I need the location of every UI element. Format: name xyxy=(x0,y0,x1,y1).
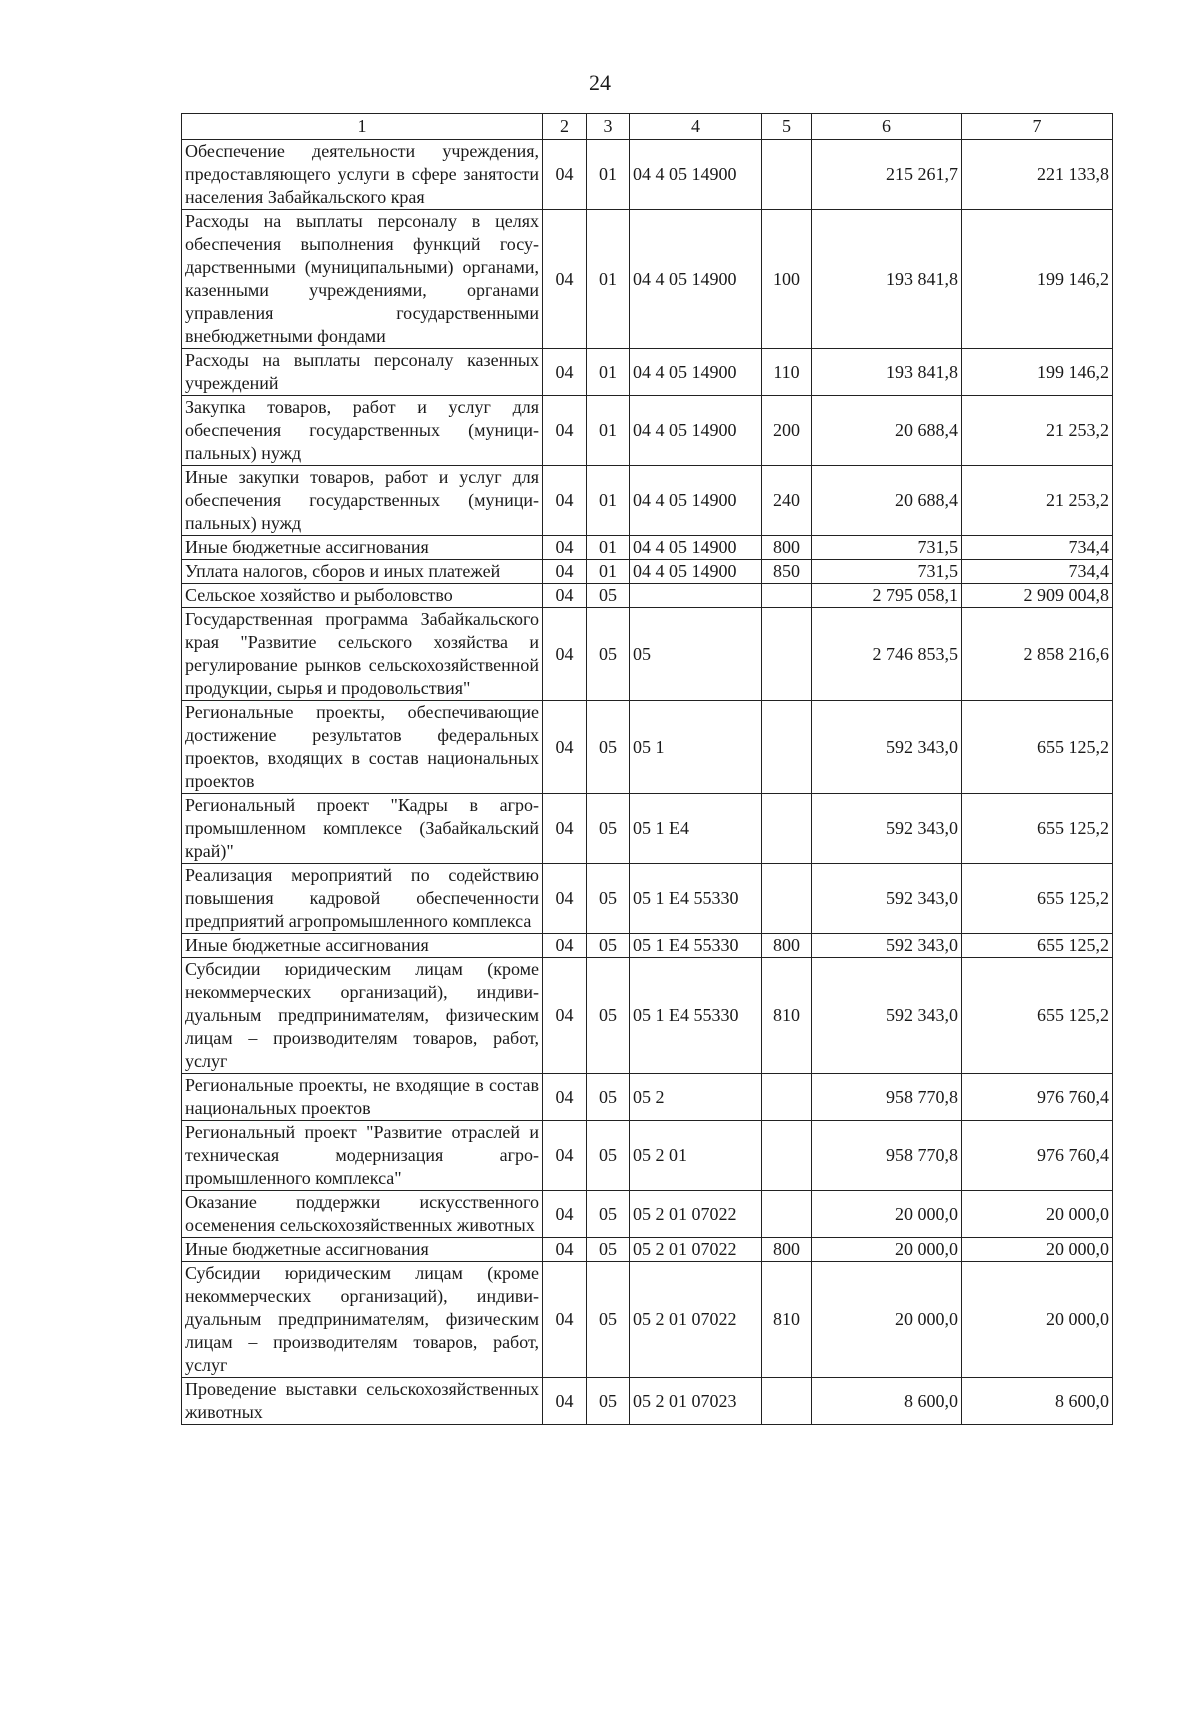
amount-col6: 20 000,0 xyxy=(812,1262,962,1378)
row-name: Сельское хозяйство и рыболовство xyxy=(182,584,543,608)
table-row xyxy=(182,536,1113,560)
target-article-code: 04 4 05 14900 xyxy=(630,140,762,210)
expense-type-code xyxy=(762,1074,812,1121)
expense-type-code: 800 xyxy=(762,1238,812,1262)
column-header: 1 xyxy=(182,114,543,140)
expense-type-code xyxy=(762,794,812,864)
section-code: 04 xyxy=(543,1378,587,1425)
section-code: 04 xyxy=(543,210,587,349)
section-code: 04 xyxy=(543,1121,587,1191)
table-row xyxy=(182,608,1113,701)
target-article-code: 04 4 05 14900 xyxy=(630,210,762,349)
table-row xyxy=(182,1121,1113,1191)
expense-type-code: 200 xyxy=(762,396,812,466)
table-row xyxy=(182,396,1113,466)
row-name: Реализация мероприятий по содействию повышения кадровой обеспеченности предприятий агропромышленного комплекса xyxy=(182,864,543,934)
column-header: 6 xyxy=(812,114,962,140)
section-code: 04 xyxy=(543,864,587,934)
expense-type-code: 100 xyxy=(762,210,812,349)
target-article-code: 05 2 01 07022 xyxy=(630,1238,762,1262)
target-article-code: 05 2 01 xyxy=(630,1121,762,1191)
table-row xyxy=(182,1262,1113,1378)
target-article-code: 05 2 01 07022 xyxy=(630,1191,762,1238)
expense-type-code: 800 xyxy=(762,934,812,958)
row-name: Уплата налогов, сборов и иных платежей xyxy=(182,560,543,584)
subsection-code: 05 xyxy=(587,1121,630,1191)
amount-col7: 21 253,2 xyxy=(962,396,1113,466)
amount-col7: 21 253,2 xyxy=(962,466,1113,536)
subsection-code: 05 xyxy=(587,1191,630,1238)
table-row xyxy=(182,1074,1113,1121)
amount-col7: 976 760,4 xyxy=(962,1074,1113,1121)
amount-col6: 2 746 853,5 xyxy=(812,608,962,701)
row-name: Региональные проекты, обеспечивающие достижение результатов федеральных проектов, входящих в состав национальных проектов xyxy=(182,701,543,794)
amount-col6: 20 688,4 xyxy=(812,396,962,466)
target-article-code: 05 1 E4 55330 xyxy=(630,864,762,934)
row-name: Субсидии юридическим лицам (кроме некоммерческих организаций), индивидуальным предпринимателям, физическим лицам – производителям товаров, работ, услуг xyxy=(182,1262,543,1378)
subsection-code: 05 xyxy=(587,1238,630,1262)
expense-type-code: 810 xyxy=(762,1262,812,1378)
subsection-code: 05 xyxy=(587,958,630,1074)
amount-col6: 193 841,8 xyxy=(812,349,962,396)
subsection-code: 05 xyxy=(587,584,630,608)
amount-col7: 655 125,2 xyxy=(962,958,1113,1074)
section-code: 04 xyxy=(543,934,587,958)
amount-col6: 2 795 058,1 xyxy=(812,584,962,608)
section-code: 04 xyxy=(543,794,587,864)
amount-col7: 199 146,2 xyxy=(962,210,1113,349)
target-article-code: 05 xyxy=(630,608,762,701)
amount-col6: 592 343,0 xyxy=(812,864,962,934)
row-name: Региональный проект "Кадры в агропромышленном комплексе (Забайкальский край)" xyxy=(182,794,543,864)
subsection-code: 01 xyxy=(587,140,630,210)
expense-type-code xyxy=(762,1191,812,1238)
table-header-row xyxy=(182,114,1113,140)
section-code: 04 xyxy=(543,584,587,608)
row-name: Расходы на выплаты персоналу в целях обеспечения выполнения функций государственными (муниципальными) органами, казенными учреждениями, органами управления государственными внебюджетными фондами xyxy=(182,210,543,349)
subsection-code: 05 xyxy=(587,934,630,958)
amount-col6: 193 841,8 xyxy=(812,210,962,349)
amount-col7: 655 125,2 xyxy=(962,794,1113,864)
table-row xyxy=(182,466,1113,536)
subsection-code: 05 xyxy=(587,794,630,864)
amount-col6: 592 343,0 xyxy=(812,958,962,1074)
target-article-code: 04 4 05 14900 xyxy=(630,349,762,396)
table-row xyxy=(182,349,1113,396)
amount-col6: 20 000,0 xyxy=(812,1238,962,1262)
subsection-code: 01 xyxy=(587,466,630,536)
amount-col6: 958 770,8 xyxy=(812,1121,962,1191)
expense-type-code xyxy=(762,864,812,934)
target-article-code: 04 4 05 14900 xyxy=(630,396,762,466)
table-row xyxy=(182,584,1113,608)
section-code: 04 xyxy=(543,349,587,396)
target-article-code: 05 1 xyxy=(630,701,762,794)
expense-type-code xyxy=(762,1378,812,1425)
table-row xyxy=(182,140,1113,210)
budget-table xyxy=(181,113,1113,1425)
amount-col7: 20 000,0 xyxy=(962,1262,1113,1378)
table-row xyxy=(182,210,1113,349)
amount-col7: 655 125,2 xyxy=(962,864,1113,934)
amount-col7: 8 600,0 xyxy=(962,1378,1113,1425)
expense-type-code xyxy=(762,701,812,794)
amount-col7: 655 125,2 xyxy=(962,701,1113,794)
expense-type-code xyxy=(762,608,812,701)
table-row xyxy=(182,560,1113,584)
amount-col7: 2 909 004,8 xyxy=(962,584,1113,608)
target-article-code: 05 1 E4 55330 xyxy=(630,958,762,1074)
amount-col6: 20 000,0 xyxy=(812,1191,962,1238)
section-code: 04 xyxy=(543,1191,587,1238)
row-name: Иные бюджетные ассигнования xyxy=(182,536,543,560)
table-row xyxy=(182,1238,1113,1262)
target-article-code: 05 1 E4 55330 xyxy=(630,934,762,958)
amount-col6: 731,5 xyxy=(812,536,962,560)
target-article-code: 04 4 05 14900 xyxy=(630,536,762,560)
table-row xyxy=(182,934,1113,958)
row-name: Иные закупки товаров, работ и услуг для обеспечения государственных (муниципальных) нужд xyxy=(182,466,543,536)
section-code: 04 xyxy=(543,1074,587,1121)
expense-type-code: 810 xyxy=(762,958,812,1074)
row-name: Оказание поддержки искусственного осеменения сельскохозяйственных животных xyxy=(182,1191,543,1238)
row-name: Иные бюджетные ассигнования xyxy=(182,1238,543,1262)
expense-type-code xyxy=(762,140,812,210)
amount-col6: 215 261,7 xyxy=(812,140,962,210)
amount-col7: 734,4 xyxy=(962,536,1113,560)
amount-col7: 221 133,8 xyxy=(962,140,1113,210)
table-row xyxy=(182,1378,1113,1425)
amount-col7: 976 760,4 xyxy=(962,1121,1113,1191)
subsection-code: 05 xyxy=(587,864,630,934)
subsection-code: 01 xyxy=(587,349,630,396)
section-code: 04 xyxy=(543,608,587,701)
subsection-code: 01 xyxy=(587,210,630,349)
subsection-code: 05 xyxy=(587,1262,630,1378)
subsection-code: 05 xyxy=(587,608,630,701)
target-article-code: 05 2 xyxy=(630,1074,762,1121)
amount-col7: 734,4 xyxy=(962,560,1113,584)
amount-col6: 592 343,0 xyxy=(812,934,962,958)
table-body xyxy=(182,140,1113,1425)
section-code: 04 xyxy=(543,560,587,584)
amount-col6: 20 688,4 xyxy=(812,466,962,536)
amount-col7: 20 000,0 xyxy=(962,1238,1113,1262)
column-header: 5 xyxy=(762,114,812,140)
amount-col7: 199 146,2 xyxy=(962,349,1113,396)
amount-col7: 655 125,2 xyxy=(962,934,1113,958)
table-row xyxy=(182,794,1113,864)
target-article-code: 04 4 05 14900 xyxy=(630,560,762,584)
expense-type-code xyxy=(762,584,812,608)
column-header: 2 xyxy=(543,114,587,140)
amount-col6: 958 770,8 xyxy=(812,1074,962,1121)
table-row xyxy=(182,958,1113,1074)
subsection-code: 01 xyxy=(587,560,630,584)
section-code: 04 xyxy=(543,140,587,210)
row-name: Обеспечение деятельности учреждения, предоставляющего услуги в сфере занятости населения Забайкальского края xyxy=(182,140,543,210)
subsection-code: 01 xyxy=(587,536,630,560)
section-code: 04 xyxy=(543,1262,587,1378)
subsection-code: 05 xyxy=(587,701,630,794)
amount-col6: 592 343,0 xyxy=(812,701,962,794)
target-article-code: 05 1 E4 xyxy=(630,794,762,864)
section-code: 04 xyxy=(543,466,587,536)
row-name: Государственная программа Забайкальского края "Развитие сельского хозяйства и регулирование рынков сельскохозяйственной продукции, сырья и продовольствия" xyxy=(182,608,543,701)
amount-col6: 592 343,0 xyxy=(812,794,962,864)
section-code: 04 xyxy=(543,1238,587,1262)
amount-col7: 2 858 216,6 xyxy=(962,608,1113,701)
amount-col7: 20 000,0 xyxy=(962,1191,1113,1238)
row-name: Субсидии юридическим лицам (кроме некоммерческих организаций), индивидуальным предпринимателям, физическим лицам – производителям товаров, работ, услуг xyxy=(182,958,543,1074)
expense-type-code xyxy=(762,1121,812,1191)
row-name: Иные бюджетные ассигнования xyxy=(182,934,543,958)
target-article-code: 05 2 01 07022 xyxy=(630,1262,762,1378)
expense-type-code: 800 xyxy=(762,536,812,560)
row-name: Региональный проект "Развитие отраслей и техническая модернизация агропромышленного комплекса" xyxy=(182,1121,543,1191)
expense-type-code: 850 xyxy=(762,560,812,584)
column-header: 3 xyxy=(587,114,630,140)
page-number: 24 xyxy=(589,70,611,95)
section-code: 04 xyxy=(543,396,587,466)
subsection-code: 01 xyxy=(587,396,630,466)
target-article-code xyxy=(630,584,762,608)
expense-type-code: 240 xyxy=(762,466,812,536)
amount-col6: 8 600,0 xyxy=(812,1378,962,1425)
subsection-code: 05 xyxy=(587,1074,630,1121)
target-article-code: 04 4 05 14900 xyxy=(630,466,762,536)
subsection-code: 05 xyxy=(587,1378,630,1425)
expense-type-code: 110 xyxy=(762,349,812,396)
section-code: 04 xyxy=(543,701,587,794)
table-row xyxy=(182,1191,1113,1238)
column-header: 4 xyxy=(630,114,762,140)
amount-col6: 731,5 xyxy=(812,560,962,584)
table-row xyxy=(182,864,1113,934)
target-article-code: 05 2 01 07023 xyxy=(630,1378,762,1425)
section-code: 04 xyxy=(543,958,587,1074)
row-name: Закупка товаров, работ и услуг для обеспечения государственных (муниципальных) нужд xyxy=(182,396,543,466)
column-header: 7 xyxy=(962,114,1113,140)
table-row xyxy=(182,701,1113,794)
row-name: Расходы на выплаты персоналу казенных учреждений xyxy=(182,349,543,396)
section-code: 04 xyxy=(543,536,587,560)
row-name: Региональные проекты, не входящие в состав национальных проектов xyxy=(182,1074,543,1121)
row-name: Проведение выставки сельскохозяйственных животных xyxy=(182,1378,543,1425)
